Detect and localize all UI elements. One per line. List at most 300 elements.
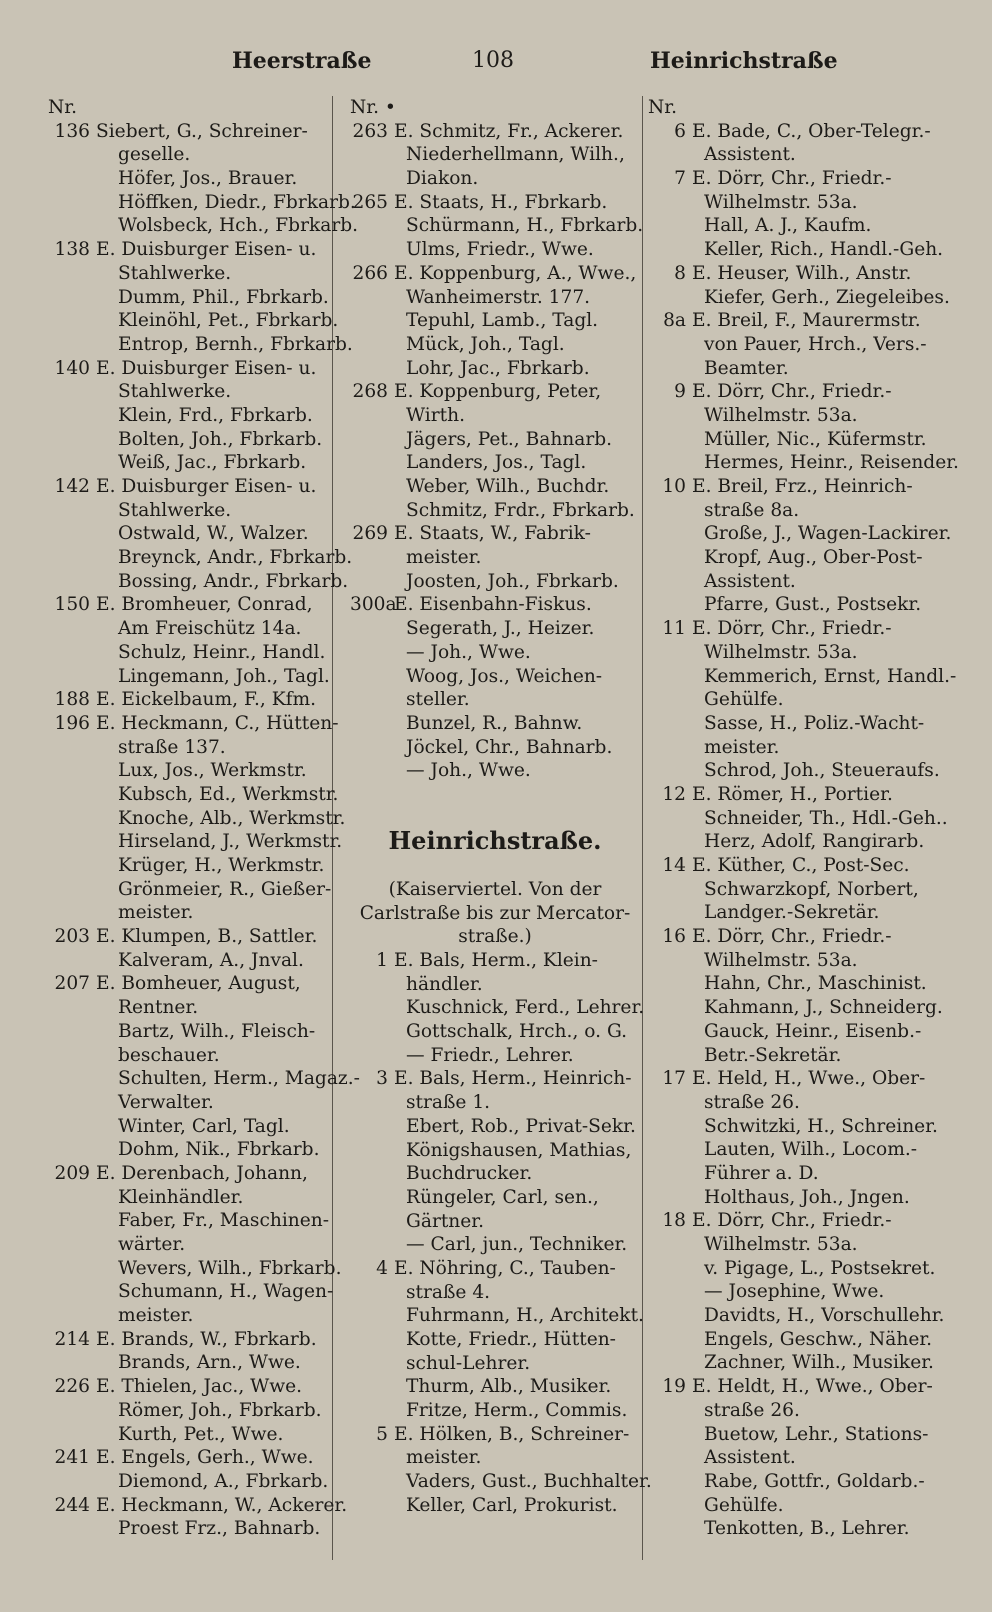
directory-entry-line [48,1517,330,1541]
entry-text: Gärtner. [406,1210,485,1232]
directory-entry-line [648,1351,948,1375]
directory-entry-line [648,1186,948,1210]
entry-text: E. Schmitz, Fr., Ackerer. [394,120,624,142]
directory-entry-line [648,1494,948,1518]
directory-entry-line [48,333,353,357]
entry-text: Bolten, Joh., Fbrkarb. [118,428,323,450]
directory-entry-line [48,428,330,452]
directory-entry-line [350,380,640,404]
entry-text: Winter, Carl, Tagl. [118,1115,290,1137]
entry-text: Wilhelmstr. 53a. [704,191,858,213]
directory-entry-line [48,736,330,760]
entry-text: Kleinöhl, Pet., Fbrkarb. [118,310,339,332]
section-description [350,878,640,949]
entry-text: straße 8a. [704,499,800,521]
directory-entry-line [48,238,330,262]
directory-entry-line [48,1162,330,1186]
directory-entry-line [648,854,948,878]
entry-text: Schwarzkopf, Norbert, [704,878,919,900]
house-number: 5 [376,1423,388,1445]
directory-entry-line [350,238,640,262]
house-number: 10 [662,476,686,497]
entry-text: Lohr, Jac., Fbrkarb. [406,357,590,379]
house-number: 196 [54,712,90,734]
directory-entry-line [648,1067,948,1091]
directory-entry-line [350,570,640,594]
directory-entry-line [48,1186,330,1210]
header-left-street: Heerstraße [232,48,372,74]
directory-entry-line [648,1399,948,1423]
directory-entry-line [648,1304,948,1328]
entry-text: Stahlwerke. [118,381,232,403]
directory-entry-line [350,120,640,144]
entry-text: Kahmann, J., Schneiderg. [704,997,943,1019]
entry-text: geselle. [118,144,191,166]
entry-text: Diemond, A., Fbrkarb. [118,1470,329,1492]
house-number: 1 [376,950,388,971]
directory-entry-line [48,1280,334,1304]
entry-text: Sasse, H., Poliz.-Wacht- [704,712,925,734]
entry-text: Ebert, Rob., Privat-Sekr. [406,1115,636,1137]
entry-text: Kubsch, Ed., Werkmstr. [118,783,339,805]
entry-text: Tepuhl, Lamb., Tagl. [406,310,599,332]
directory-entry-line [350,1044,640,1068]
directory-entry-line [48,878,330,902]
entry-text: E. Dörr, Chr., Friedr.- [692,1210,892,1232]
directory-entry-line [648,925,948,949]
entry-text: — Carl, jun., Techniker. [406,1234,628,1256]
entry-text: Assistent. [704,144,796,166]
entry-text: — Joh., Wwe. [406,641,531,663]
house-number: 209 [54,1162,90,1184]
directory-entry-line [648,120,948,144]
directory-entry-line [648,286,948,310]
entry-text: Wilhelmstr. 53a. [704,949,858,971]
entry-text: Höfer, Jos., Brauer. [118,168,298,190]
house-number: 11 [662,618,686,640]
directory-entry-line [648,759,948,783]
entry-text: Niederhellmann, Wilh., [406,144,625,166]
entry-text: Weiß, Jac., Fbrkarb. [118,452,307,474]
house-number: 8 [674,262,686,284]
directory-entry-line [350,357,640,381]
directory-entry-line [350,262,640,286]
directory-entry-line [48,972,330,996]
directory-entry-line [48,1399,330,1423]
directory-entry-line [350,428,640,452]
entry-text: Fuhrmann, H., Architekt. [406,1305,644,1327]
directory-entry-line [350,949,640,973]
entry-text: Siebert, G., Schreiner- [96,120,308,142]
directory-entry-line [350,759,640,783]
entry-text: E. Bals, Herm., Heinrich- [394,1068,632,1090]
entry-text: E. Koppenburg, Peter, [394,381,602,403]
directory-entry-line [48,380,330,404]
column-1 [48,96,360,1541]
entry-text: E. Staats, H., Fbrkarb. [394,191,608,213]
entry-text: Kemmerich, Ernst, Handl.- [704,665,957,687]
entry-text: Wilhelmstr. 53a. [704,1234,858,1255]
directory-entry-line [350,1162,640,1186]
directory-entry-line [48,830,343,854]
column-header-label: Nr. • [350,97,396,118]
entry-text: steller. [406,689,470,711]
directory-entry-line [48,1044,330,1068]
entry-text: E. Bade, C., Ober-Telegr.- [692,120,931,142]
house-number: 214 [54,1328,90,1350]
entry-text: straße 26. [704,1091,800,1113]
house-number: 6 [674,120,686,142]
entry-text: Holthaus, Joh., Jngen. [704,1186,910,1208]
directory-entry-line [648,1257,948,1281]
directory-entry-line [48,451,330,475]
directory-entry-line [350,996,645,1020]
entry-text: wärter. [118,1234,186,1255]
directory-entry-line [48,143,330,167]
column-3 [648,96,959,1541]
entry-text: — Joh., Wwe. [406,760,531,782]
entry-text: Dumm, Phil., Fbrkarb. [118,286,329,308]
section-title: Heinrichstraße. [388,826,602,855]
directory-entry-line [48,167,330,191]
directory-entry-line [48,1138,330,1162]
entry-text: Schwitzki, H., Schreiner. [704,1115,938,1137]
entry-text: Wolsbeck, Hch., Fbrkarb. [118,215,359,237]
directory-entry-line [648,1423,948,1447]
directory-entry-line [350,1210,640,1234]
directory-entry-line [648,1020,948,1044]
entry-text: E. Römer, H., Portier. [692,783,893,805]
directory-entry-line [648,475,948,499]
entry-text: Schumann, H., Wagen- [118,1281,334,1303]
entry-text: Wilhelmstr. 53a. [704,641,858,663]
column-header [350,96,640,120]
directory-entry-line [648,996,948,1020]
directory-entry-line [350,475,640,499]
directory-entry-line [648,167,948,191]
directory-entry-line [350,1281,640,1305]
directory-entry-line [350,309,640,333]
directory-entry-line [648,191,948,215]
entry-text: schul-Lehrer. [406,1352,531,1374]
entry-text: Landers, Jos., Tagl. [406,452,587,474]
directory-entry-line [48,1020,330,1044]
entry-text: Diakon. [406,168,479,190]
directory-entry-line [48,191,356,215]
entry-text: Hall, A. J., Kaufm. [704,215,872,237]
entry-text: meister. [704,736,780,758]
directory-entry-line [648,333,948,357]
entry-text: Müller, Nic., Küfermstr. [704,428,927,450]
entry-text: Dohm, Nik., Fbrkarb. [118,1139,320,1161]
directory-entry-line [648,262,948,286]
directory-entry-line [648,1470,948,1494]
entry-text: Rüngeler, Carl, sen., [406,1186,599,1208]
house-number: 207 [54,973,90,995]
entry-text: Gehülfe. [704,689,784,711]
entry-text: Wevers, Wilh., Fbrkarb. [118,1257,342,1279]
entry-text: meister. [406,1447,482,1469]
directory-entry-line [350,593,640,617]
entry-text: Jöckel, Chr., Bahnarb. [406,736,613,758]
directory-entry-line [648,1446,948,1470]
entry-text: — Josephine, Wwe. [704,1281,885,1303]
directory-entry-line [48,1446,330,1470]
entry-text: E. Engels, Gerh., Wwe. [96,1447,314,1469]
entry-text: E. Brands, W., Fbrkarb. [96,1328,317,1350]
directory-entry-line [350,546,640,570]
entry-text: E. Eickelbaum, F., Kfm. [96,689,317,711]
directory-entry-line [350,1375,640,1399]
directory-entry-line [648,617,948,641]
entry-text: Brands, Arn., Wwe. [118,1352,301,1374]
house-number: 300a [350,594,397,616]
entry-text: Am Freischütz 14a. [118,618,302,640]
entry-text: straße 26. [704,1399,800,1421]
entry-text: — Friedr., Lehrer. [406,1044,574,1066]
directory-entry-line [350,641,640,665]
entry-text: Schmitz, Frdr., Fbrkarb. [406,499,635,521]
directory-entry-line [350,1091,640,1115]
entry-text: Breynck, Andr., Fbrkarb. [118,547,353,569]
entry-text: Wirth. [406,404,465,426]
directory-entry-line [648,570,948,594]
entry-text: meister. [406,547,482,569]
entry-text: Landger.-Sekretär. [704,902,880,924]
entry-text: meister. [118,1305,194,1327]
directory-entry-line [48,712,339,736]
entry-text: E. Derenbach, Johann, [96,1162,308,1184]
directory-entry-line [48,1304,330,1328]
directory-entry-line [648,1328,948,1352]
column-2-continued [350,949,652,1518]
entry-text: E. Heldt, H., Wwe., Ober- [692,1376,933,1398]
directory-entry-line [48,1375,330,1399]
house-number: 18 [662,1210,686,1232]
directory-entry-line [48,262,330,286]
entry-text: Wilhelmstr. 53a. [704,404,858,426]
directory-entry-line [48,570,349,594]
entry-text: Stahlwerke. [118,499,232,521]
directory-entry-line [350,1399,640,1423]
entry-text: Kurth, Pet., Wwe. [118,1423,284,1445]
house-number: 12 [662,783,686,805]
entry-text: Knoche, Alb., Werkmstr. [118,807,346,829]
entry-text: Kiefer, Gerh., Ziegeleibes. [704,286,950,308]
house-number: 244 [54,1494,90,1516]
entry-text: E. Bomheuer, August, [96,973,301,995]
entry-text: Krüger, H., Werkmstr. [118,855,325,876]
directory-entry-line [350,1494,640,1518]
house-number: 266 [352,262,388,284]
directory-entry-line [350,522,640,546]
directory-entry-line [648,1517,948,1541]
directory-entry-line [350,1139,640,1163]
entry-text: E. Bromheuer, Conrad, [96,594,313,616]
entry-text: Schürmann, H., Fbrkarb. [406,215,644,237]
directory-entry-line [648,1044,948,1068]
directory-entry-line [648,1162,948,1186]
directory-entry-line [648,309,948,333]
entry-text: Schrod, Joh., Steueraufs. [704,760,940,782]
directory-entry-line [648,972,948,996]
entry-text: Betr.-Sekretär. [704,1044,842,1066]
directory-entry-line [648,1375,948,1399]
directory-entry-line [48,286,330,310]
directory-entry-line [48,1328,330,1352]
entry-text: Gauck, Heinr., Eisenb.- [704,1020,922,1042]
entry-text: Davidts, H., Vorschullehr. [704,1305,945,1327]
directory-entry-line [48,1351,330,1375]
directory-entry-line [648,214,948,238]
directory-entry-line [48,1209,330,1233]
entry-text: Keller, Carl, Prokurist. [406,1494,618,1516]
directory-entry-line [48,309,339,333]
directory-entry-line [350,1257,640,1281]
entry-text: E. Duisburger Eisen- u. [96,476,317,497]
entry-text: Höffken, Diedr., Fbrkarb. [118,191,356,213]
entry-text: E. Dörr, Chr., Friedr.- [692,926,892,948]
directory-entry-line [48,214,359,238]
entry-text: v. Pigage, L., Postsekret. [704,1257,936,1279]
entry-text: Grönmeier, R., Gießer- [118,878,332,900]
entry-text: Kotte, Friedr., Hütten- [406,1329,616,1350]
entry-text: Beamter. [704,357,789,379]
house-number: 203 [54,926,90,948]
directory-entry-line [48,807,346,831]
directory-entry-line [48,593,330,617]
entry-text: Zachner, Wilh., Musiker. [704,1352,934,1374]
directory-entry-line [648,878,948,902]
directory-entry-line [648,143,948,167]
entry-text: straße 137. [118,736,226,758]
entry-text: Gehülfe. [704,1494,784,1516]
house-number: 9 [674,381,686,403]
directory-entry-line [48,475,330,499]
directory-entry-line [350,1446,640,1470]
page-number: 108 [472,48,514,73]
entry-text: Ostwald, W., Walzer. [118,523,309,545]
directory-entry-line [350,286,640,310]
house-number: 14 [662,855,686,876]
directory-entry-line [48,854,330,878]
directory-entry-line [648,380,948,404]
directory-entry-line [48,925,330,949]
directory-entry-line [350,1233,640,1257]
directory-entry-line [350,1020,640,1044]
entry-text: straße 4. [406,1281,491,1303]
entry-text: Schulten, Herm., Magaz.- [118,1068,360,1090]
entry-text: Buetow, Lehr., Stations- [704,1423,929,1445]
entry-text: E. Held, H., Wwe., Ober- [692,1068,926,1090]
directory-entry-line [648,830,948,854]
directory-entry-line [48,1257,342,1281]
entry-text: Mück, Joh., Tagl. [406,333,565,355]
directory-entry-line [48,1115,330,1139]
directory-entry-line [48,996,330,1020]
house-number: 150 [54,594,90,616]
directory-entry-line [48,1091,330,1115]
entry-text: Hermes, Heinr., Reisender. [704,452,959,474]
directory-entry-line [648,665,957,689]
directory-entry-line [648,238,948,262]
directory-entry-line [48,1233,330,1257]
entry-text: Jägers, Pet., Bahnarb. [406,428,613,450]
directory-entry-line [48,759,330,783]
directory-entry-line [48,783,339,807]
directory-entry-line [350,1067,640,1091]
directory-entry-line [350,1186,640,1210]
entry-text: E. Heckmann, W., Ackerer. [96,1494,348,1516]
directory-entry-line [648,1091,948,1115]
entry-text: Weber, Wilh., Buchdr. [406,476,610,497]
entry-text: Fritze, Herm., Commis. [406,1400,628,1422]
entry-text: E. Thielen, Jac., Wwe. [96,1376,303,1398]
entry-text: Vaders, Gust., Buchhalter. [406,1471,652,1493]
directory-entry-line [648,688,948,712]
directory-entry-line [648,593,948,617]
entry-text: beschauer. [118,1044,220,1066]
directory-entry-line [350,451,640,475]
directory-entry-line [350,665,640,689]
directory-entry-line [350,973,640,997]
directory-entry-line [648,1115,948,1139]
entry-text: E. Küther, C., Post-Sec. [692,855,910,876]
column-header-label: Nr. [48,97,78,118]
entry-text: Joosten, Joh., Fbrkarb. [406,570,619,592]
directory-entry-line [648,546,948,570]
house-number: 17 [662,1068,686,1090]
entry-text: meister. [118,902,194,924]
entry-text: E. Duisburger Eisen- u. [96,357,317,379]
entry-text: Proest Frz., Bahnarb. [118,1518,321,1540]
entry-text: von Pauer, Hrch., Vers.- [704,333,927,355]
entry-text: Bartz, Wilh., Fleisch- [118,1020,316,1042]
entry-text: händler. [406,973,483,995]
entry-text: Faber, Fr., Maschinen- [118,1210,330,1232]
house-number: 226 [54,1376,90,1398]
entry-text: E. Hölken, B., Schreiner- [394,1423,630,1445]
house-number: 138 [54,239,90,261]
header-right-street: Heinrichstraße [650,48,838,74]
house-number: 268 [352,381,388,403]
directory-entry-line [648,1209,948,1233]
directory-entry-line [48,1067,360,1091]
house-number: 142 [54,476,90,497]
directory-entry-line [648,807,948,831]
entry-text: straße 1. [406,1092,491,1114]
directory-entry-line [350,191,640,215]
house-number: 3 [376,1068,388,1090]
entry-text: Bunzel, R., Bahnw. [406,712,583,734]
entry-text: E. Dörr, Chr., Friedr.- [692,381,892,403]
directory-entry-line [48,1423,330,1447]
directory-entry-line [48,357,330,381]
entry-text: Bossing, Andr., Fbrkarb. [118,570,349,592]
entry-text: Klein, Frd., Fbrkarb. [118,404,313,426]
directory-entry-line [350,167,640,191]
entry-text: Lux, Jos., Werkmstr. [118,760,307,782]
entry-text: Lingemann, Joh., Tagl. [118,665,330,687]
entry-text: E. Staats, W., Fabrik- [394,523,591,545]
entry-text: E. Nöhring, C., Tauben- [394,1257,616,1279]
directory-entry-line [350,712,640,736]
house-number: 140 [54,357,90,379]
directory-entry-line [648,1280,948,1304]
directory-entry-line [48,617,330,641]
directory-entry-line [350,499,640,523]
house-number: 263 [352,120,388,142]
